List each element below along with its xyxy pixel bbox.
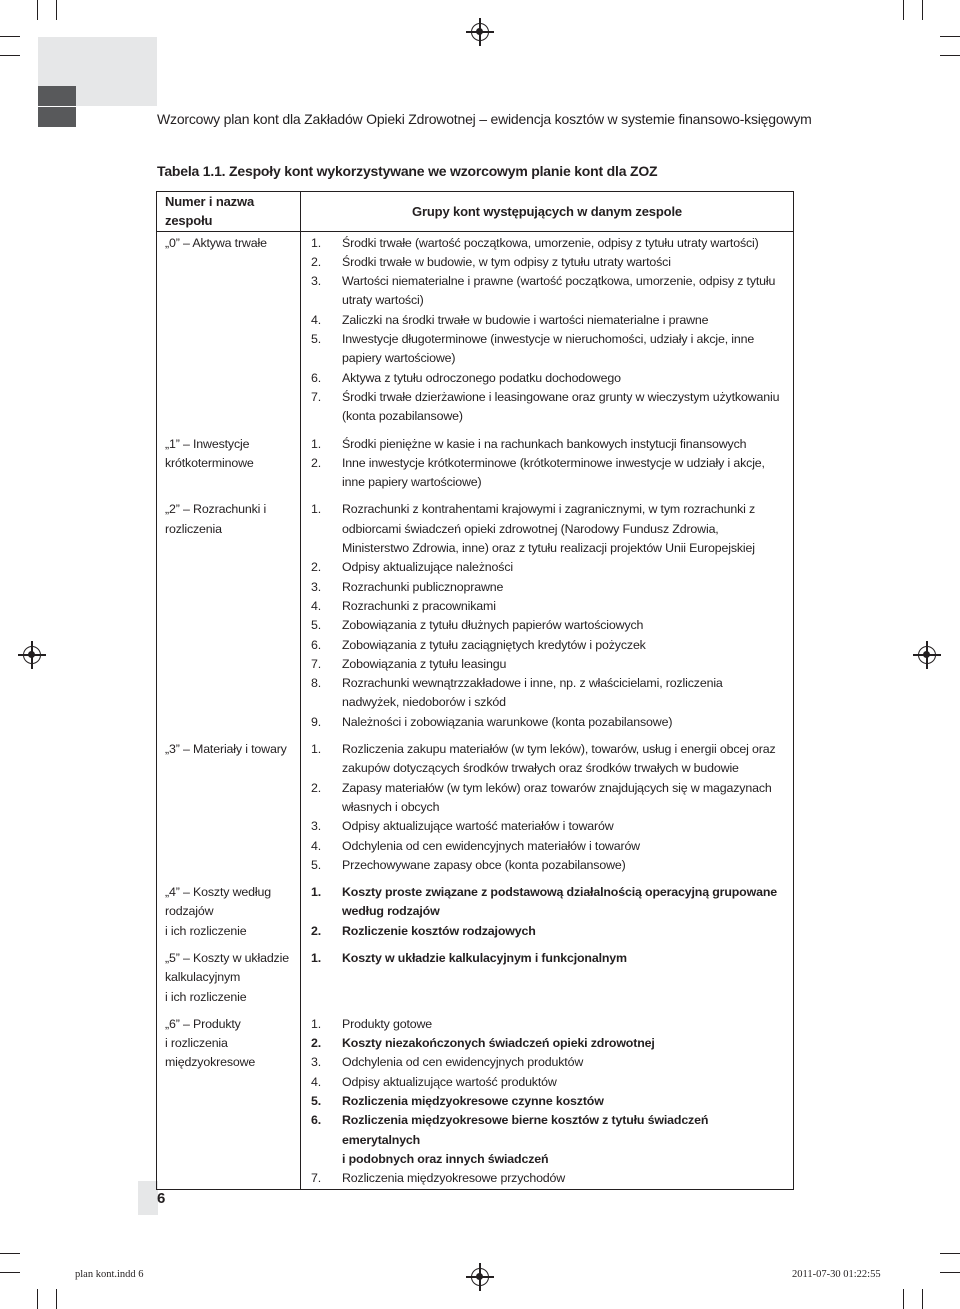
item-text: Rozrachunki publicznoprawne [342, 579, 504, 594]
crop-mark [940, 1253, 960, 1254]
item-text: Koszty proste związane z podstawową działalnością operacyjną grupowane według rodzajów [342, 885, 777, 919]
crop-mark [940, 36, 960, 37]
crop-mark [903, 1289, 904, 1309]
account-list-cell [301, 881, 794, 947]
item-number: 2. [311, 780, 322, 795]
group-cell [157, 231, 301, 432]
page-number: 6 [157, 1190, 166, 1207]
crop-mark [56, 1289, 57, 1309]
account-list [311, 883, 783, 941]
group-cell [157, 498, 301, 738]
header-dark-block [38, 107, 76, 127]
item-text: Środki trwałe dzierżawione i leasingowane oraz grunty w wieczystym użytkowaniu (konta pozabilansowe) [342, 389, 780, 424]
group-name: „3” – Materiały i towary [165, 742, 287, 757]
registration-mark-icon [471, 23, 489, 41]
item-text: Rozliczenia międzyokresowe czynne kosztów [342, 1094, 604, 1109]
crop-mark [37, 0, 38, 20]
table-title: Tabela 1.1. Zespoły kont wykorzystywane we wzorcowym planie kont dla ZOZ [157, 163, 658, 179]
item-number: 3. [311, 579, 322, 594]
list-item [311, 435, 783, 454]
list-item [311, 253, 783, 272]
item-number: 2. [311, 1036, 322, 1051]
list-item [311, 837, 783, 856]
item-text: Odchylenia od cen ewidencyjnych produktów [342, 1055, 584, 1070]
item-number: 5. [311, 618, 322, 633]
table-row [157, 498, 794, 738]
list-item [311, 234, 783, 253]
item-text: Wartości niematerialne i prawne (wartość początkowa, umorzenie, odpisy z tytułu utraty wartości) [342, 274, 776, 308]
account-list-cell [301, 231, 794, 432]
footer-filename: plan kont.indd 6 [75, 1269, 144, 1280]
item-text: Odpisy aktualizujące należności [342, 560, 513, 575]
running-header: Wzorcowy plan kont dla Zakładów Opieki Zdrowotnej – ewidencja kosztów w systemie finansowo-księgowym [157, 111, 812, 127]
list-item [311, 558, 783, 577]
group-name: „1” – Inwestycje krótkoterminowe [165, 436, 254, 470]
item-number: 9. [311, 714, 322, 729]
item-text: Inwestycje długoterminowe (inwestycje w nieruchomości, udziały i akcje, inne papiery wartościowe) [342, 332, 755, 366]
item-number: 1. [311, 950, 322, 965]
account-list-cell [301, 498, 794, 738]
table-row [157, 433, 794, 499]
group-cell [157, 881, 301, 947]
item-text: Zobowiązania z tytułu dłużnych papierów wartościowych [342, 618, 644, 633]
crop-mark [0, 1272, 20, 1273]
item-number: 7. [311, 656, 322, 671]
item-text: Koszty niezakończonych świadczeń opieki zdrowotnej [342, 1036, 655, 1051]
group-name: „2” – Rozrachunki i rozliczenia [165, 502, 267, 536]
item-number: 5. [311, 1094, 322, 1109]
account-list [311, 500, 783, 732]
list-item [311, 740, 783, 779]
item-text: Koszty w układzie kalkulacyjnym i funkcjonalnym [342, 950, 627, 965]
item-text: Odpisy aktualizujące wartość produktów [342, 1074, 557, 1089]
account-list [311, 1015, 783, 1189]
list-item [311, 369, 783, 388]
list-item [311, 272, 783, 311]
list-item [311, 779, 783, 818]
list-item [311, 1034, 783, 1053]
account-list [311, 234, 783, 427]
registration-mark-icon [471, 1268, 489, 1286]
crop-mark [37, 1289, 38, 1309]
crop-mark [903, 0, 904, 20]
item-text: Rozrachunki z kontrahentami krajowymi i zagranicznymi, w tym rozrachunki z odbiorcami świadczeń opieki zdrowotnej (Narodowy Fundusz Zdrowia, Ministerstwo Zdrowia, inne) oraz z tytułu realizacji projektów Unii Europejskiej [342, 502, 756, 556]
list-item [311, 616, 783, 635]
list-item [311, 500, 783, 558]
list-item [311, 1073, 783, 1092]
crop-mark [0, 55, 20, 56]
group-cell [157, 947, 301, 1013]
list-item [311, 713, 783, 732]
item-number: 6. [311, 1113, 322, 1128]
item-text: Rozrachunki z pracownikami [342, 598, 496, 613]
list-item [311, 1092, 783, 1111]
group-name: „0” – Aktywa trwałe [165, 235, 267, 250]
list-item [311, 454, 783, 493]
header-dark-block [38, 86, 76, 106]
account-list-cell [301, 738, 794, 881]
item-number: 1. [311, 1016, 322, 1031]
item-number: 3. [311, 819, 322, 834]
item-number: 6. [311, 370, 322, 385]
table-row [157, 881, 794, 947]
account-list [311, 435, 783, 493]
page-number-block [138, 1181, 158, 1215]
group-name: „5” – Koszty w układzie kalkulacyjnym i ich rozliczenie [165, 950, 289, 1004]
item-number: 5. [311, 332, 322, 347]
list-item [311, 1053, 783, 1072]
item-text: Zapasy materiałów (w tym leków) oraz towarów znajdujących się w magazynach własnych i obcych [342, 780, 772, 814]
item-text: Zobowiązania z tytułu zaciągniętych kredytów i pożyczek [342, 637, 646, 652]
account-list [311, 949, 783, 968]
account-list-cell [301, 433, 794, 499]
item-text: Rozrachunki wewnątrzzakładowe i inne, np. z właścicielami, rozliczenia nadwyżek, niedoborów i szkód [342, 676, 723, 710]
item-number: 1. [311, 502, 322, 517]
table-row [157, 947, 794, 1013]
item-text: Środki trwałe (wartość początkowa, umorzenie, odpisy z tytułu utraty wartości) [342, 235, 759, 250]
item-number: 2. [311, 455, 322, 470]
item-number: 4. [311, 1074, 322, 1089]
group-cell [157, 738, 301, 881]
item-text: Środki pieniężne w kasie i na rachunkach bankowych instytucji finansowych [342, 436, 747, 451]
item-number: 4. [311, 838, 322, 853]
item-number: 2. [311, 923, 322, 938]
list-item [311, 597, 783, 616]
item-text: Inne inwestycje krótkoterminowe (krótkoterminowe inwestycje w udziały i akcje, inne papiery wartościowe) [342, 455, 765, 490]
list-item [311, 922, 783, 941]
list-item [311, 883, 783, 922]
item-text: Zaliczki na środki trwałe w budowie i wartości niematerialne i prawne [342, 312, 709, 327]
registration-mark-icon [918, 646, 936, 664]
list-item [311, 674, 783, 713]
table-row [157, 231, 794, 432]
item-text: Odpisy aktualizujące wartość materiałów i towarów [342, 819, 614, 834]
column-header: Numer i nazwa zespołu [157, 192, 301, 232]
group-cell [157, 433, 301, 499]
footer-timestamp: 2011-07-30 01:22:55 [792, 1269, 881, 1280]
account-list-cell [301, 947, 794, 1013]
list-item [311, 1111, 783, 1169]
list-item [311, 578, 783, 597]
item-number: 4. [311, 598, 322, 613]
list-item [311, 388, 783, 427]
table-row [157, 1013, 794, 1189]
item-number: 8. [311, 676, 322, 691]
list-item [311, 856, 783, 875]
item-number: 3. [311, 1055, 322, 1070]
item-text: Rozliczenia międzyokresowe przychodów [342, 1171, 566, 1186]
crop-mark [56, 0, 57, 20]
crop-mark [0, 36, 20, 37]
list-item [311, 311, 783, 330]
item-text: Aktywa z tytułu odroczonego podatku dochodowego [342, 370, 621, 385]
item-text: Rozliczenia zakupu materiałów (w tym leków), towarów, usług i energii obcej oraz zakupów dotyczących środków trwałych oraz środków trwałych w budowie [342, 742, 776, 776]
group-cell [157, 1013, 301, 1189]
list-item [311, 655, 783, 674]
item-number: 6. [311, 637, 322, 652]
registration-mark-icon [23, 646, 41, 664]
list-item [311, 330, 783, 369]
item-text: Produkty gotowe [342, 1016, 433, 1031]
item-text: Należności i zobowiązania warunkowe (konta pozabilansowe) [342, 714, 673, 729]
crop-mark [0, 1253, 20, 1254]
item-number: 4. [311, 312, 322, 327]
table-row [157, 738, 794, 881]
item-text: Odchylenia od cen ewidencyjnych materiałów i towarów [342, 838, 640, 853]
item-number: 1. [311, 436, 322, 451]
crop-mark [940, 1272, 960, 1273]
list-item [311, 817, 783, 836]
item-number: 1. [311, 885, 322, 900]
item-text: Środki trwałe w budowie, w tym odpisy z tytułu utraty wartości [342, 254, 671, 269]
item-text: Rozliczenia międzyokresowe bierne kosztów z tytułu świadczeń emerytalnych i podobnych oraz innych świadczeń [342, 1113, 709, 1166]
item-number: 7. [311, 389, 322, 404]
crop-mark [922, 0, 923, 20]
group-name: „4” – Koszty według rodzajów i ich rozliczenie [165, 885, 271, 938]
list-item [311, 949, 783, 968]
account-groups-table [156, 191, 794, 1190]
crop-mark [922, 1289, 923, 1309]
item-text: Przechowywane zapasy obce (konta pozabilansowe) [342, 857, 626, 872]
item-number: 2. [311, 254, 322, 269]
list-item [311, 1169, 783, 1188]
item-text: Zobowiązania z tytułu leasingu [342, 656, 507, 671]
item-number: 2. [311, 560, 322, 575]
item-number: 1. [311, 235, 322, 250]
account-list-cell [301, 1013, 794, 1189]
group-name: „6” – Produkty i rozliczenia międzyokresowe [165, 1016, 256, 1070]
item-number: 7. [311, 1171, 322, 1186]
account-list [311, 740, 783, 875]
column-header: Grupy kont występujących w danym zespole [301, 192, 794, 232]
item-number: 1. [311, 742, 322, 757]
crop-mark [940, 55, 960, 56]
list-item [311, 636, 783, 655]
item-text: Rozliczenie kosztów rodzajowych [342, 923, 536, 938]
list-item [311, 1015, 783, 1034]
item-number: 5. [311, 857, 322, 872]
item-number: 3. [311, 274, 322, 289]
